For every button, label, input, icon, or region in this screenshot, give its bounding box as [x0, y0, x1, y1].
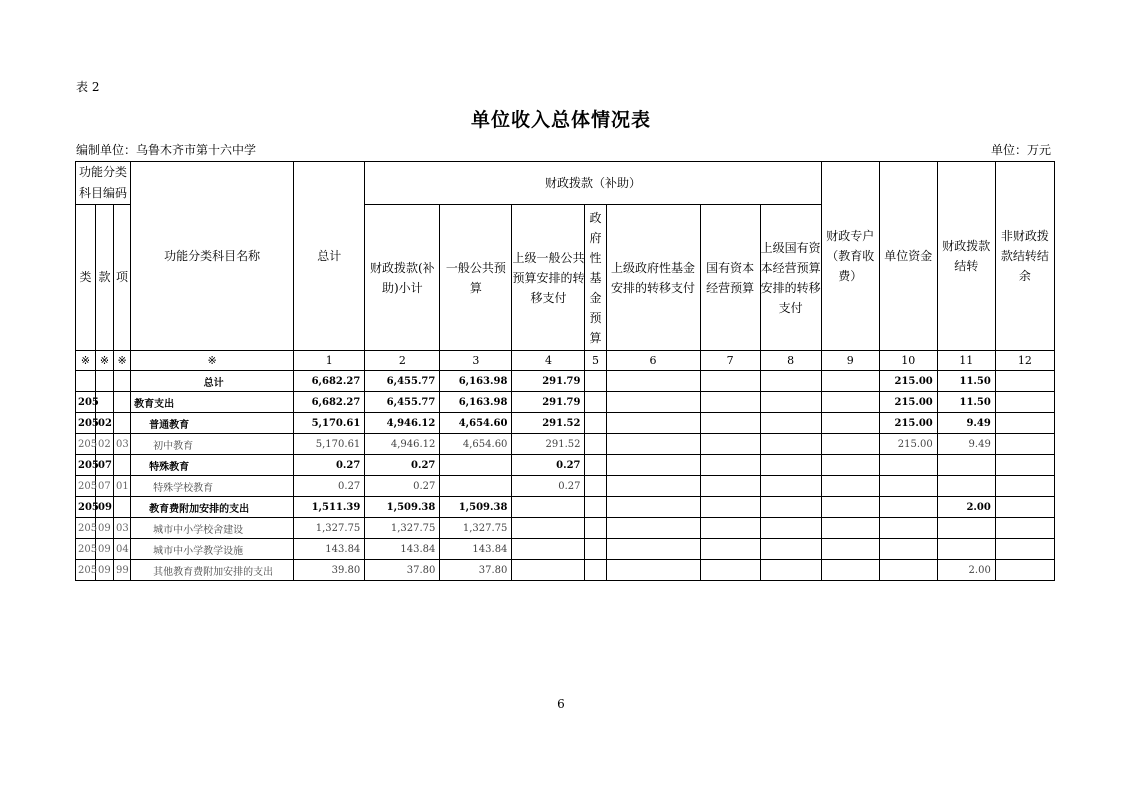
- cell-upper-state-capital: [760, 518, 821, 539]
- cell-gov-fund: [585, 371, 606, 392]
- cell-upper-general: 0.27: [512, 476, 585, 497]
- cell-upper-state-capital: [760, 560, 821, 581]
- cell-name: 教育支出: [131, 392, 294, 413]
- cell-gov-fund: [585, 497, 606, 518]
- cell-upper-gov-fund: [606, 497, 700, 518]
- table-row: [76, 497, 1055, 518]
- kuan-header: 款: [96, 205, 114, 351]
- cell-special-edu: [821, 392, 879, 413]
- cell-kuan: 07: [96, 476, 114, 497]
- cell-nonfiscal: [995, 476, 1054, 497]
- cell-kuan: 02: [96, 413, 114, 434]
- cell-name: 特殊学校教育: [131, 476, 294, 497]
- cell-xiang: 03: [114, 434, 131, 455]
- cell-upper-general: [512, 560, 585, 581]
- cell-general: 4,654.60: [440, 434, 512, 455]
- cell-unit-funds: [879, 539, 937, 560]
- cell-general: 4,654.60: [440, 413, 512, 434]
- table-number: 表 2: [76, 80, 100, 94]
- cell-fiscal-carryover: 2.00: [937, 497, 995, 518]
- index-cell: 4: [512, 351, 585, 371]
- state-capital-header: 国有资本经营预算: [700, 205, 760, 351]
- cell-kuan: 09: [96, 560, 114, 581]
- cell-upper-gov-fund: [606, 434, 700, 455]
- cell-general: 6,163.98: [440, 371, 512, 392]
- cell-state-capital: [700, 560, 760, 581]
- cell-special-edu: [821, 560, 879, 581]
- cell-upper-state-capital: [760, 455, 821, 476]
- cell-name: 教育费附加安排的支出: [131, 497, 294, 518]
- cell-unit-funds: [879, 518, 937, 539]
- cell-unit-funds: [879, 560, 937, 581]
- header-row-1: [76, 162, 1055, 205]
- cell-xiang: [114, 413, 131, 434]
- cell-nonfiscal: [995, 434, 1054, 455]
- cell-upper-general: [512, 497, 585, 518]
- cell-lei: 205: [76, 434, 96, 455]
- fiscal-subtotal-header: 财政拨款(补助)小计: [365, 205, 440, 351]
- compiling-unit: 编制单位：乌鲁木齐市第十六中学: [76, 143, 257, 157]
- cell-total: 0.27: [294, 476, 365, 497]
- cell-upper-general: [512, 539, 585, 560]
- cell-special-edu: [821, 434, 879, 455]
- cell-total: 39.80: [294, 560, 365, 581]
- cell-gov-fund: [585, 434, 606, 455]
- cell-state-capital: [700, 539, 760, 560]
- cell-name: 特殊教育: [131, 455, 294, 476]
- table-row: [76, 560, 1055, 581]
- page-title: 单位收入总体情况表: [470, 109, 651, 131]
- cell-general: 6,163.98: [440, 392, 512, 413]
- cell-fiscal-carryover: 11.50: [937, 392, 995, 413]
- cell-lei: 205: [76, 497, 96, 518]
- cell-gov-fund: [585, 560, 606, 581]
- cell-general: [440, 476, 512, 497]
- cell-upper-gov-fund: [606, 392, 700, 413]
- cell-subtotal: 0.27: [365, 476, 440, 497]
- cell-lei: 205: [76, 392, 96, 413]
- special-edu-header: 财政专户（教育收费）: [821, 162, 879, 351]
- index-cell: 3: [440, 351, 512, 371]
- upper-gov-fund-header: 上级政府性基金安排的转移支付: [606, 205, 700, 351]
- cell-unit-funds: 215.00: [879, 392, 937, 413]
- cell-upper-state-capital: [760, 392, 821, 413]
- cell-special-edu: [821, 371, 879, 392]
- cell-total: 6,682.27: [294, 392, 365, 413]
- cell-lei: 205: [76, 476, 96, 497]
- cell-upper-gov-fund: [606, 476, 700, 497]
- cell-subtotal: 4,946.12: [365, 434, 440, 455]
- cell-subtotal: 1,327.75: [365, 518, 440, 539]
- cell-lei: 205: [76, 518, 96, 539]
- cell-upper-gov-fund: [606, 560, 700, 581]
- cell-subtotal: 6,455.77: [365, 392, 440, 413]
- upper-general-header: 上级一般公共预算安排的转移支付: [512, 205, 585, 351]
- index-cell: 1: [294, 351, 365, 371]
- cell-unit-funds: [879, 476, 937, 497]
- cell-general: 1,327.75: [440, 518, 512, 539]
- cell-general: 143.84: [440, 539, 512, 560]
- cell-name: 城市中小学教学设施: [131, 539, 294, 560]
- cell-upper-gov-fund: [606, 413, 700, 434]
- cell-special-edu: [821, 518, 879, 539]
- nonfiscal-carryover-header: 非财政拨款结转结余: [995, 162, 1054, 351]
- cell-total: 1,327.75: [294, 518, 365, 539]
- cell-total: 6,682.27: [294, 371, 365, 392]
- cell-fiscal-carryover: 9.49: [937, 413, 995, 434]
- cell-nonfiscal: [995, 560, 1054, 581]
- index-cell: 7: [700, 351, 760, 371]
- cell-lei: 205: [76, 413, 96, 434]
- cell-upper-gov-fund: [606, 455, 700, 476]
- cell-kuan: 09: [96, 539, 114, 560]
- cell-upper-state-capital: [760, 371, 821, 392]
- cell-name: 普通教育: [131, 413, 294, 434]
- cell-general: 37.80: [440, 560, 512, 581]
- cell-xiang: [114, 497, 131, 518]
- cell-fiscal-carryover: 2.00: [937, 560, 995, 581]
- cell-kuan: 02: [96, 434, 114, 455]
- cell-kuan: 09: [96, 497, 114, 518]
- cell-total: 5,170.61: [294, 434, 365, 455]
- xiang-header: 项: [114, 205, 131, 351]
- cell-nonfiscal: [995, 392, 1054, 413]
- cell-unit-funds: 215.00: [879, 413, 937, 434]
- table-row: [76, 413, 1055, 434]
- index-cell: ※: [96, 351, 114, 371]
- cell-total: 5,170.61: [294, 413, 365, 434]
- func-code-group-header: 功能分类科目编码: [76, 162, 131, 205]
- cell-subtotal: 143.84: [365, 539, 440, 560]
- cell-lei: 205: [76, 455, 96, 476]
- cell-subtotal: 6,455.77: [365, 371, 440, 392]
- cell-general: [440, 455, 512, 476]
- table-row: [76, 539, 1055, 560]
- table-row: [76, 455, 1055, 476]
- cell-xiang: 99: [114, 560, 131, 581]
- cell-nonfiscal: [995, 371, 1054, 392]
- table-row: [76, 371, 1055, 392]
- cell-nonfiscal: [995, 455, 1054, 476]
- cell-xiang: 01: [114, 476, 131, 497]
- cell-upper-state-capital: [760, 497, 821, 518]
- func-name-header: 功能分类科目名称: [131, 162, 294, 351]
- cell-upper-state-capital: [760, 413, 821, 434]
- cell-nonfiscal: [995, 518, 1054, 539]
- index-cell: ※: [114, 351, 131, 371]
- income-summary-table: [75, 161, 1055, 581]
- cell-general: 1,509.38: [440, 497, 512, 518]
- cell-subtotal: 4,946.12: [365, 413, 440, 434]
- cell-nonfiscal: [995, 497, 1054, 518]
- index-cell: ※: [76, 351, 96, 371]
- cell-total: 143.84: [294, 539, 365, 560]
- cell-nonfiscal: [995, 413, 1054, 434]
- cell-subtotal: 1,509.38: [365, 497, 440, 518]
- cell-subtotal: 37.80: [365, 560, 440, 581]
- cell-gov-fund: [585, 392, 606, 413]
- table-row: [76, 476, 1055, 497]
- cell-upper-general: 0.27: [512, 455, 585, 476]
- index-cell: 5: [585, 351, 606, 371]
- cell-subtotal: 0.27: [365, 455, 440, 476]
- fiscal-carryover-header: 财政拨款结转: [937, 162, 995, 351]
- cell-upper-general: 291.52: [512, 434, 585, 455]
- cell-state-capital: [700, 518, 760, 539]
- cell-xiang: [114, 371, 131, 392]
- cell-fiscal-carryover: 11.50: [937, 371, 995, 392]
- cell-nonfiscal: [995, 539, 1054, 560]
- cell-special-edu: [821, 539, 879, 560]
- cell-special-edu: [821, 455, 879, 476]
- general-budget-header: 一般公共预算: [440, 205, 512, 351]
- cell-special-edu: [821, 413, 879, 434]
- cell-upper-general: 291.79: [512, 392, 585, 413]
- cell-total: 1,511.39: [294, 497, 365, 518]
- index-cell: 10: [879, 351, 937, 371]
- index-cell: 6: [606, 351, 700, 371]
- cell-gov-fund: [585, 518, 606, 539]
- cell-unit-funds: [879, 497, 937, 518]
- cell-kuan: [96, 371, 114, 392]
- cell-lei: [76, 371, 96, 392]
- cell-kuan: 09: [96, 518, 114, 539]
- cell-fiscal-carryover: [937, 476, 995, 497]
- cell-xiang: [114, 455, 131, 476]
- cell-xiang: 04: [114, 539, 131, 560]
- cell-upper-general: 291.79: [512, 371, 585, 392]
- fiscal-group-header: 财政拨款（补助）: [365, 162, 821, 205]
- cell-fiscal-carryover: [937, 455, 995, 476]
- cell-state-capital: [700, 392, 760, 413]
- cell-state-capital: [700, 371, 760, 392]
- cell-upper-general: [512, 518, 585, 539]
- total-header: 总计: [294, 162, 365, 351]
- cell-fiscal-carryover: [937, 518, 995, 539]
- cell-gov-fund: [585, 455, 606, 476]
- cell-state-capital: [700, 476, 760, 497]
- cell-fiscal-carryover: 9.49: [937, 434, 995, 455]
- cell-special-edu: [821, 476, 879, 497]
- cell-xiang: 03: [114, 518, 131, 539]
- cell-name: 城市中小学校舍建设: [131, 518, 294, 539]
- cell-state-capital: [700, 455, 760, 476]
- cell-lei: 205: [76, 539, 96, 560]
- cell-kuan: 07: [96, 455, 114, 476]
- cell-upper-gov-fund: [606, 371, 700, 392]
- cell-name: 其他教育费附加安排的支出: [131, 560, 294, 581]
- index-cell: 9: [821, 351, 879, 371]
- cell-special-edu: [821, 497, 879, 518]
- cell-state-capital: [700, 434, 760, 455]
- cell-state-capital: [700, 497, 760, 518]
- lei-header: 类: [76, 205, 96, 351]
- cell-upper-gov-fund: [606, 539, 700, 560]
- index-cell: 2: [365, 351, 440, 371]
- cell-upper-general: 291.52: [512, 413, 585, 434]
- table-row: [76, 518, 1055, 539]
- cell-gov-fund: [585, 476, 606, 497]
- unit-funds-header: 单位资金: [879, 162, 937, 351]
- cell-fiscal-carryover: [937, 539, 995, 560]
- index-cell: 8: [760, 351, 821, 371]
- gov-fund-header: 政府性基金预算: [585, 205, 606, 351]
- cell-total: 0.27: [294, 455, 365, 476]
- cell-upper-state-capital: [760, 434, 821, 455]
- page-number: 6: [557, 697, 565, 711]
- cell-upper-state-capital: [760, 539, 821, 560]
- cell-state-capital: [700, 413, 760, 434]
- cell-unit-funds: [879, 455, 937, 476]
- cell-gov-fund: [585, 413, 606, 434]
- cell-unit-funds: 215.00: [879, 371, 937, 392]
- index-cell: ※: [131, 351, 294, 371]
- index-cell: 12: [995, 351, 1054, 371]
- cell-lei: 205: [76, 560, 96, 581]
- cell-gov-fund: [585, 539, 606, 560]
- table-row: [76, 434, 1055, 455]
- cell-upper-gov-fund: [606, 518, 700, 539]
- upper-state-capital-header: 上级国有资本经营预算安排的转移支付: [760, 205, 821, 351]
- currency-unit: 单位：万元: [991, 143, 1052, 157]
- index-cell: 11: [937, 351, 995, 371]
- index-row: [76, 351, 1055, 371]
- cell-name: 总计: [131, 371, 294, 392]
- table-row: [76, 392, 1055, 413]
- cell-xiang: [114, 392, 131, 413]
- cell-upper-state-capital: [760, 476, 821, 497]
- cell-unit-funds: 215.00: [879, 434, 937, 455]
- cell-name: 初中教育: [131, 434, 294, 455]
